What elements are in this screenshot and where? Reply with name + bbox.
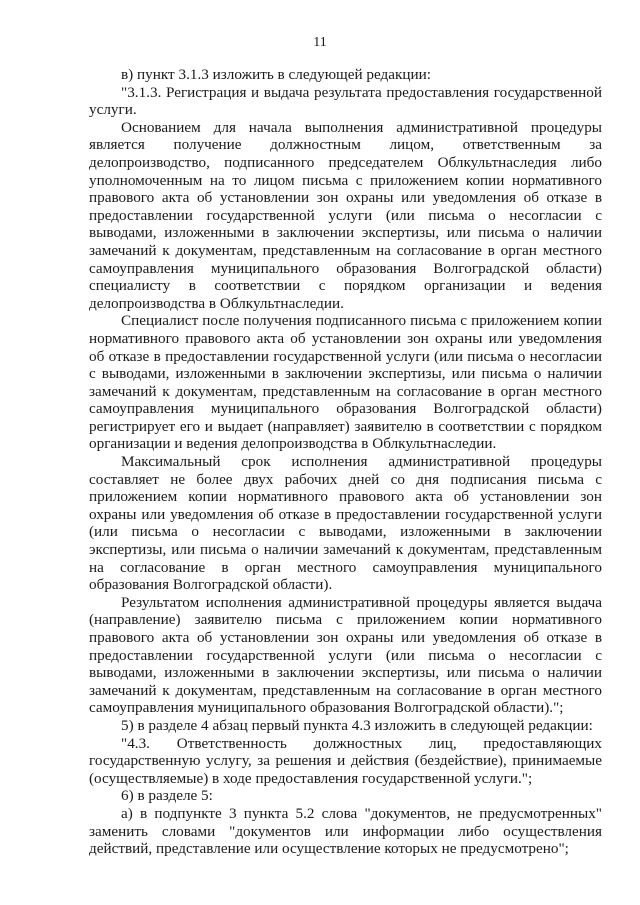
paragraph-item-6: 6) в разделе 5: — [121, 787, 213, 805]
paragraph-heading-3-1-3: "3.1.3. Регистрация и выдача результата предоставления государственной услуги. — [89, 83, 602, 119]
paragraph-max-term: Максимальный срок исполнения административной процедуры составляет не более двух рабочих дней со дня подписания письма с приложением копии нормативного правового акта об установлении зон охраны или уведомления об отказе в предоставлении государственной услуги (или письма о несогласии с выводами, изложенными в заключении экспертизы, или письма о наличии замечаний к документам, представленным на согласование в орган местного самоуправления муниципального образования Волгоградской области). — [89, 453, 602, 594]
paragraph-result: Результатом исполнения административной процедуры является выдача (направление) заявителю письма с приложением копии нормативного правового акта об установлении зон охраны или уведомления об отказе в предоставлении государственной услуги (или письма о несогласии с выводами, изложенными в заключении экспертизы, или письма о наличии замечаний к документам, представленным на согласование в орган местного самоуправления муниципального образования Волгоградской области)."; — [89, 593, 602, 717]
paragraph-item-5: 5) в разделе 4 абзац первый пункта 4.3 изложить в следующей редакции: — [121, 716, 593, 734]
document-body — [89, 66, 602, 858]
paragraph-item-v: в) пункт 3.1.3 изложить в следующей редакции: — [121, 66, 432, 83]
paragraph-basis: Основанием для начала выполнения административной процедуры является получение должностным лицом, ответственным за делопроизводство, подписанного председателем Облкультнаследия либо уполномоченным на то лицом письма с приложением копии нормативного правового акта об установлении зон охраны или уведомления об отказе в предоставлении государственной услуги (или письма о несогласии с выводами, изложенными в заключении экспертизы, или письма о наличии замечаний к документам, представленным на согласование в орган местного самоуправления муниципального образования Волгоградской области) специалисту в соответствии с порядком организации и ведения делопроизводства в Облкультнаследии. — [89, 118, 602, 312]
page-number: 11 — [313, 35, 327, 50]
paragraph-item-a: а) в подпункте 3 пункта 5.2 слова "документов, не предусмотренных" заменить словами "документов или информации либо осуществления действий, представление или осуществление которых не предусмотрено"; — [89, 804, 602, 858]
paragraph-heading-4-3: "4.3. Ответственность должностных лиц, предоставляющих государственную услугу, за решения и действия (бездействие), принимаемые (осуществляемые) в ходе предоставления государственной услуги."; — [89, 734, 602, 787]
paragraph-specialist: Специалист после получения подписанного письма с приложением копии нормативного правового акта об установлении зон охраны или уведомления об отказе в предоставлении государственной услуги (или письма о несогласии с выводами, изложенными в заключении экспертизы, или письма о наличии замечаний к документам, представленным на согласование в орган местного самоуправления муниципального образования Волгоградской области) регистрирует его и выдает (направляет) заявителю в соответствии с порядком организации и ведения делопроизводства в Облкультнаследии. — [89, 312, 602, 453]
